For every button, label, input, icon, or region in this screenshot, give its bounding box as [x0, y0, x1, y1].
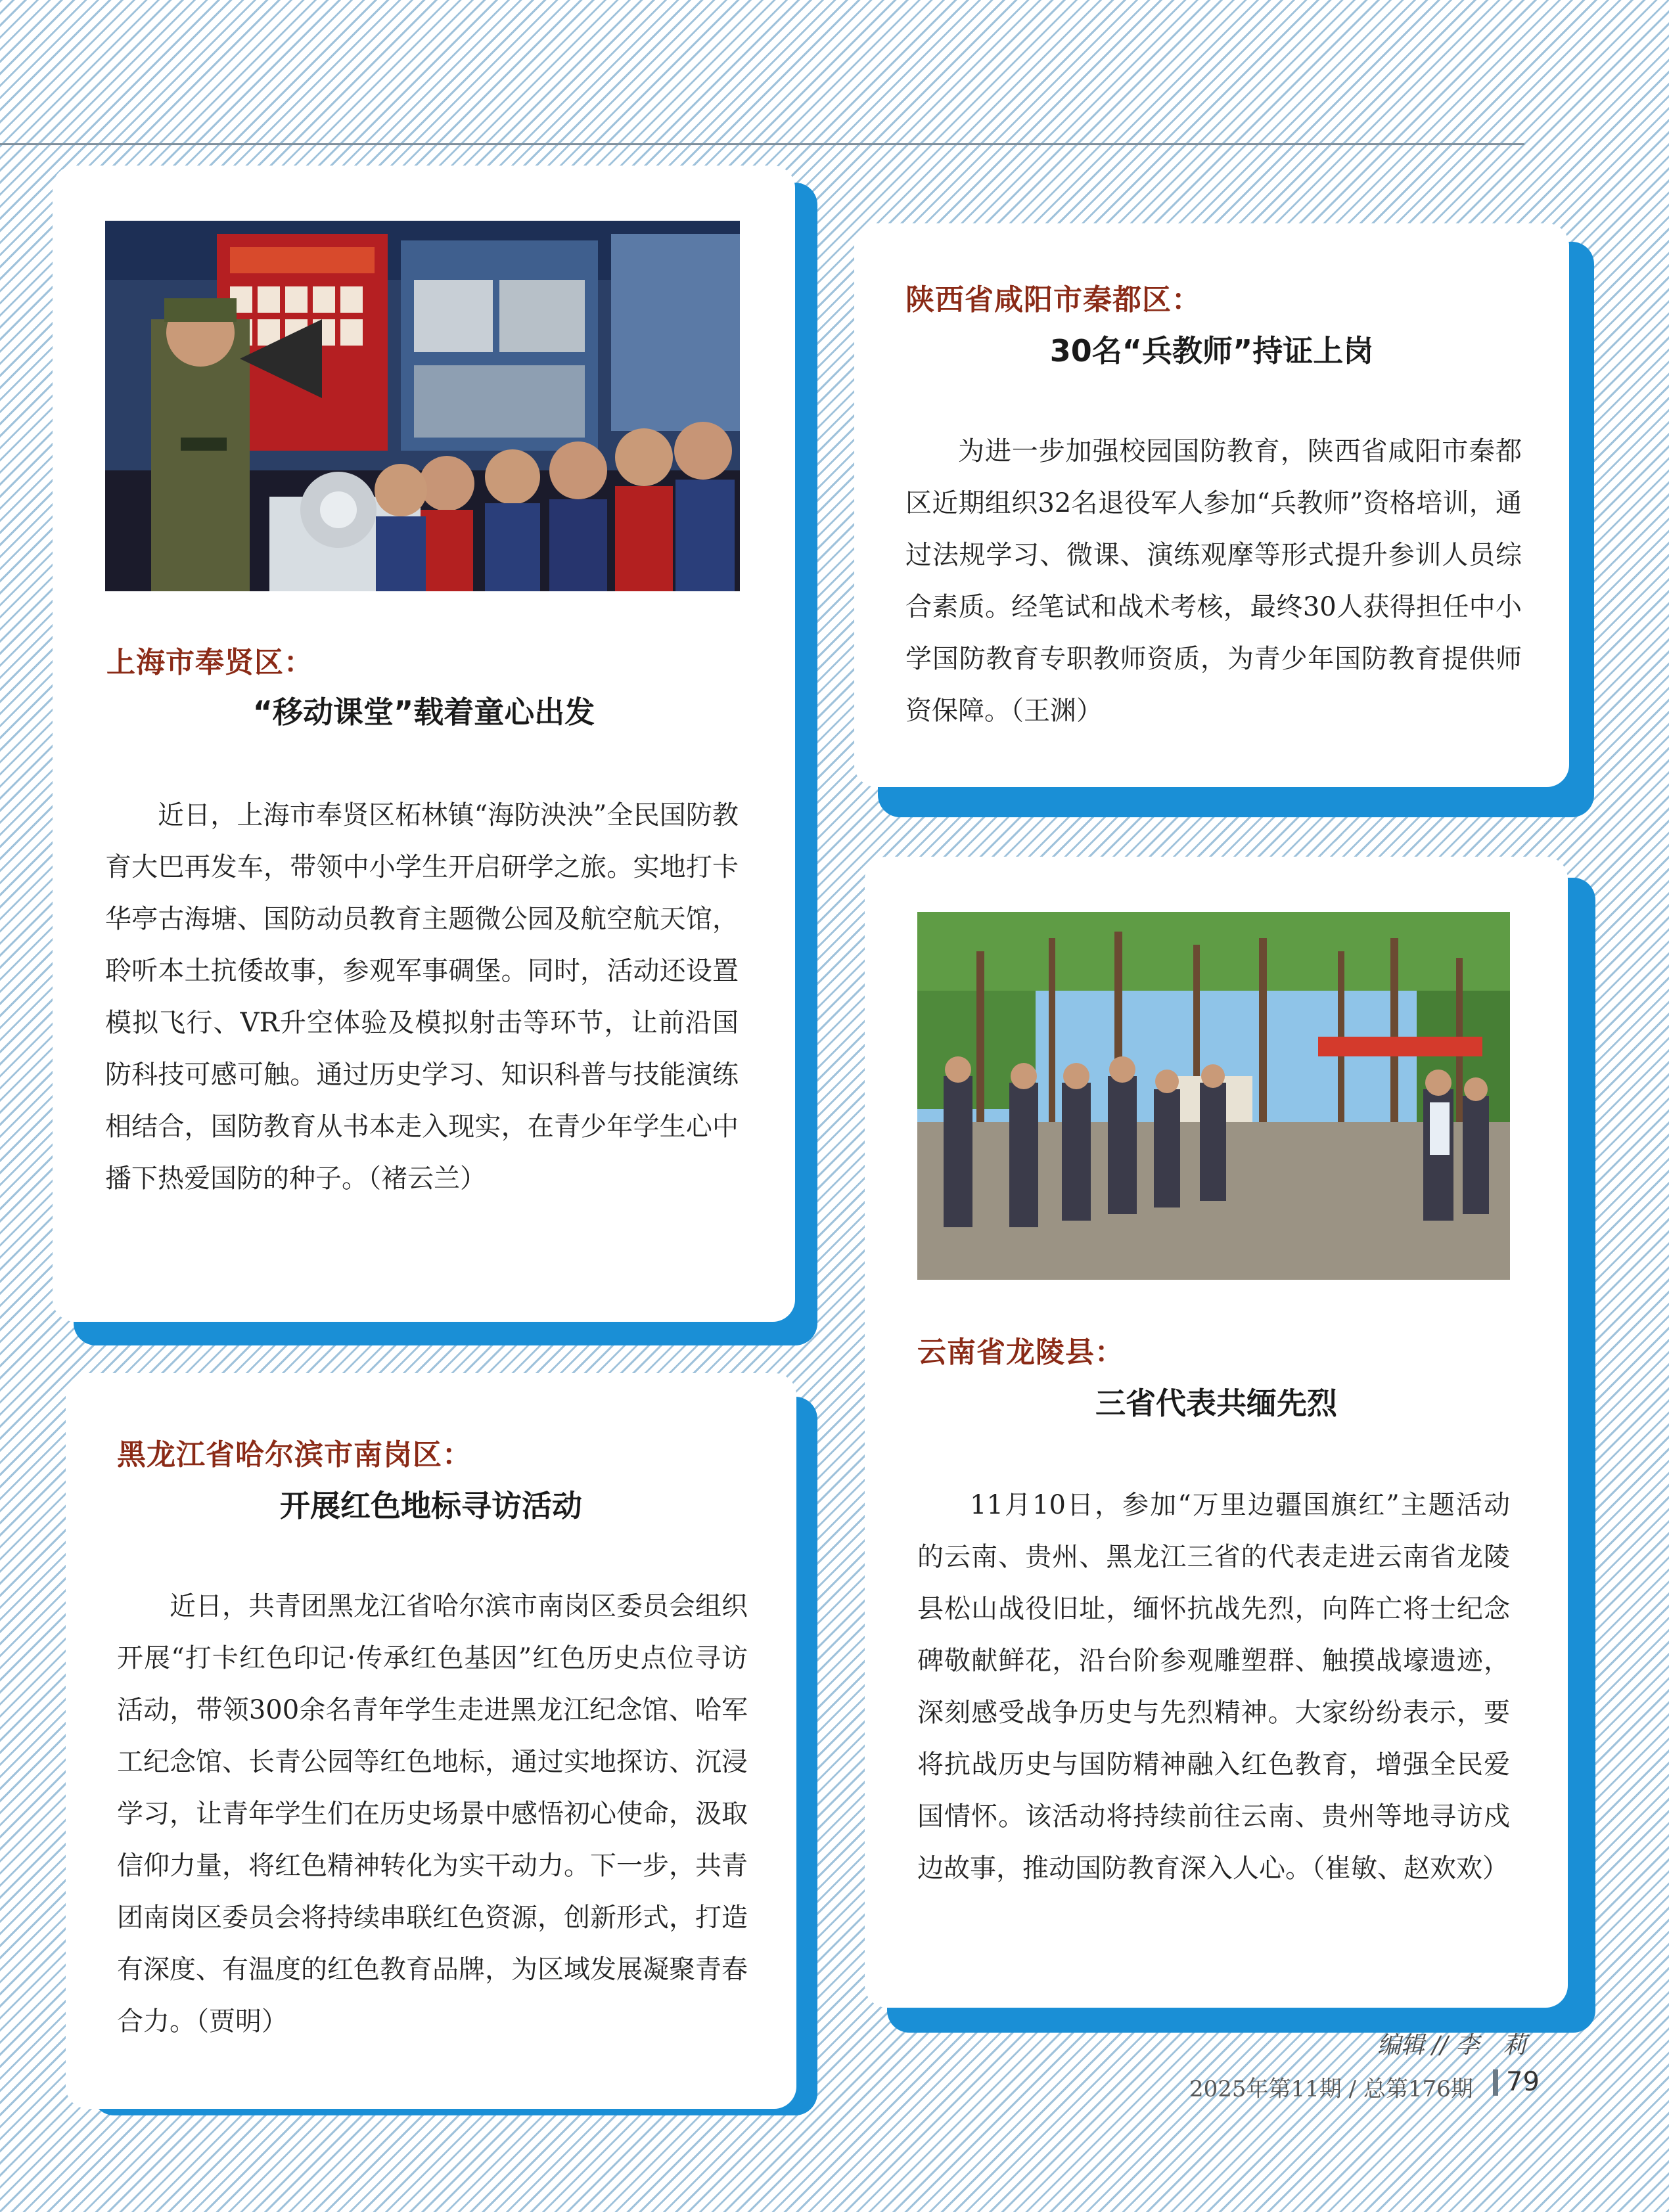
forest-photo-illustration — [917, 912, 1510, 1280]
card-shaanxi — [854, 223, 1569, 787]
card-shanghai — [53, 166, 795, 1322]
editor-credit: 编辑 // 李 莉 — [1377, 2032, 1527, 2059]
headline-heilongjiang: 开展红色地标寻访活动 — [280, 1488, 582, 1524]
body-text-shaanxi: 为进一步加强校园国防教育，陕西省咸阳市秦都区近期组织32名退役军人参加“兵教师”资格培训，通过法规学习、微课、演练观摩等形式提升参训人员综合素质。经笔试和战术考核，最终30人获得担任中小学国防教育专职教师资质，为青少年国防教育提供师资保障。（王渊） — [905, 436, 1522, 726]
body-heilongjiang — [117, 1581, 748, 2048]
top-band — [0, 0, 1669, 143]
photo-memorial-gathering — [917, 912, 1510, 1280]
museum-photo-illustration — [105, 221, 740, 591]
body-shaanxi — [905, 426, 1522, 737]
body-text-shanghai: 近日，上海市奉贤区柘林镇“海防泱泱”全民国防教育大巴再发车，带领中小学生开启研学之旅。实地打卡华亭古海塘、国防动员教育主题微公园及航空航天馆，聆听本土抗倭故事，参观军事碉堡。同时，活动还设置模拟飞行、VR升空体验及模拟射击等环节，让前沿国防科技可感可触。通过历史学习、知识科普与技能演练相结合，国防教育从书本走入现实，在青少年学生心中播下热爱国防的种子。（褚云兰） — [105, 800, 739, 1194]
body-text-heilongjiang: 近日，共青团黑龙江省哈尔滨市南岗区委员会组织开展“打卡红色印记·传承红色基因”红色历史点位寻访活动，带领300余名青年学生走进黑龙江纪念馆、哈军工纪念馆、长青公园等红色地标，通过实地探访、沉浸学习，让青年学生们在历史场景中感悟初心使命，汲取信仰力量，将红色精神转化为实干动力。下一步，共青团南岗区委员会将持续串联红色资源，创新形式，打造有深度、有温度的红色教育品牌，为区域发展凝聚青春合力。（贾明） — [117, 1591, 748, 2037]
photo-museum-visit — [105, 221, 740, 591]
headline-shanghai: “移动课堂”载着童心出发 — [252, 694, 595, 730]
body-yunnan — [917, 1479, 1510, 1895]
region-yunnan: 云南省龙陵县： — [917, 1336, 1124, 1369]
card-yunnan — [865, 857, 1568, 2008]
body-text-yunnan: 11月10日，参加“万里边疆国旗红”主题活动的云南、贵州、黑龙江三省的代表走进云南省龙陵县松山战役旧址，缅怀抗战先烈，向阵亡将士纪念碑敬献鲜花，沿台阶参观雕塑群、触摸战壕遗迹，深刻感受战争历史与先烈精神。大家纷纷表示，要将抗战历史与国防精神融入红色教育，增强全民爱国情怀。该活动将持续前往云南、贵州等地寻访戍边故事，推动国防教育深入人心。（崔敏、赵欢欢） — [917, 1490, 1510, 1884]
headline-shaanxi: 30名“兵教师”持证上岗 — [1049, 333, 1374, 369]
page-number: 79 — [1506, 2067, 1540, 2097]
region-heilongjiang: 黑龙江省哈尔滨市南岗区： — [117, 1438, 472, 1472]
region-shanghai: 上海市奉贤区： — [106, 646, 313, 679]
body-shanghai — [105, 790, 739, 1205]
footer-separator — [1493, 2069, 1498, 2096]
headline-yunnan: 三省代表共缅先烈 — [1095, 1386, 1337, 1421]
card-heilongjiang — [66, 1373, 796, 2109]
top-rule — [0, 143, 1524, 145]
issue-info: 2025年第11期 / 总第176期 — [1189, 2076, 1473, 2102]
region-shaanxi: 陕西省咸阳市秦都区： — [905, 283, 1201, 317]
